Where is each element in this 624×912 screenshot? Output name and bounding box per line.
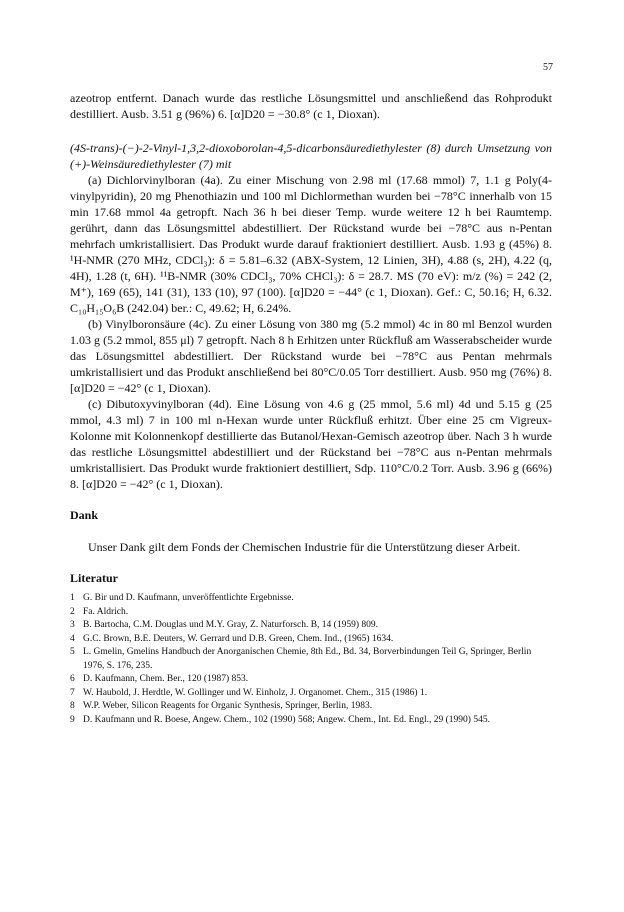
literatur-heading: Literatur xyxy=(70,571,118,585)
paragraph-a: (a) Dichlorvinylboran (4a). Zu einer Mischung von 2.98 ml (17.68 mmol) 7, 1.1 g Poly(4-vinylpyridin), 20 mg Phenothiazin und 100 ml Dichlormethan wurden bei −78°C innerhalb von 15 min 17.68 mmol 4a getropft. Nach 36 h bei dieser Temp. wurde weitere 12 h bei Raumtemp. gerührt, dann das Lösungsmittel abdestilliert. Der Rückstand wurde bei −78°C aus n-Pentan mehrfach umkristallisiert. Das Produkt wurde darauf fraktioniert destilliert. Ausb. 1.93 g (45%) 8. ¹H-NMR (270 MHz, CDCl₃): δ = 5.81–6.32 (ABX-System, 12 Linien, 3H), 4.88 (s, 2H), 4.22 (q, 4H), 1.28 (t, 6H). ¹¹B-NMR (30% CDCl₃, 70% CHCl₃): δ = 28.7. MS (70 eV): m/z (%) = 242 (2, M⁺), 169 (65), 141 (31), 133 (10), 97 (100). [α]D20 = −44° (c 1, Dioxan). Gef.: C, 50.16; H, 6.32. C₁₀H₁₅O₆B (242.04) ber.: C, 49.62; H, 6.24%. xyxy=(70,173,552,315)
page-body xyxy=(70,90,552,727)
reference-text: D. Kaufmann und R. Boese, Angew. Chem., 102 (1990) 568; Angew. Chem., Int. Ed. Engl., 29 (1990) 545. xyxy=(83,714,490,725)
dank-heading: Dank xyxy=(70,508,99,522)
reference-text: W. Haubold, J. Herdtle, W. Gollinger und W. Einholz, J. Organomet. Chem., 315 (1986) 1. xyxy=(83,687,428,698)
reference-text: G. Bir und D. Kaufmann, unveröffentlichte Ergebnisse. xyxy=(83,593,294,603)
paragraph-continuation: azeotrop entfernt. Danach wurde das restliche Lösungsmittel und anschließend das Rohprodukt destilliert. Ausb. 3.51 g (96%) 6. [α]D20 = −30.8° (c 1, Dioxan). xyxy=(70,91,552,121)
reference-item xyxy=(70,700,552,714)
reference-number: 8 xyxy=(70,701,75,711)
reference-number: 4 xyxy=(70,633,75,644)
reference-text: B. Bartocha, C.M. Douglas und M.Y. Gray, Z. Naturforsch. B, 14 (1959) 809. xyxy=(83,620,378,630)
paragraph-c: (c) Dibutoxyvinylboran (4d). Eine Lösung von 4.6 g (25 mmol, 5.6 ml) 4d und 5.15 g (25 mmol, 4.3 ml) 7 in 100 ml n-Hexan wurde unter Rückfluß erhitzt. Über eine 25 cm Vigreux-Kolonne mit Kolonnenkopf destillierte das Butanol/Hexan-Gemisch azeotrop über. Nach 3 h wurde das restliche Lösungsmittel abdestilliert und der Rückstand bei −78°C aus n-Pentan mehrmals umkristallisiert. Das Produkt wurde fraktioniert destilliert, Sdp. 110°C/0.2 Torr. Ausb. 3.96 g (66%) 8. [α]D20 = −42° (c 1, Dioxan). xyxy=(70,397,552,491)
reference-number: 1 xyxy=(70,593,75,603)
reference-item xyxy=(70,687,552,701)
reference-item xyxy=(70,714,552,728)
dank-text: Unser Dank gilt dem Fonds der Chemischen Industrie für die Unterstützung dieser Arbeit. xyxy=(88,540,521,554)
reference-list xyxy=(70,592,552,727)
reference-text: L. Gmelin, Gmelins Handbuch der Anorganischen Chemie, 8th Ed., Bd. 34, Borverbindungen Teil G, Springer, Berlin 1976, S. 176, 235. xyxy=(83,647,532,671)
section-title: (4S-trans)-(−)-2-Vinyl-1,3,2-dioxoborolan-4,5-dicarbonsäurediethylester (8) durch Umsetzung von (+)-Weinsäurediethylester (7) mit xyxy=(70,141,552,171)
reference-number: 9 xyxy=(70,714,75,725)
reference-item xyxy=(70,606,552,620)
paragraph-b: (b) Vinylboronsäure (4c). Zu einer Lösung von 380 mg (5.2 mmol) 4c in 80 ml Benzol wurden 1.03 g (5.2 mmol, 855 μl) 7 getropft. Nach 8 h Erhitzen unter Rückfluß am Wasserabscheider wurde das Lösungsmittel abdestilliert. Der Rückstand wurde bei −78°C aus Pentan mehrmals umkristallisiert und das Produkt anschließend bei 80°C/0.05 Torr destilliert. Ausb. 950 mg (76%) 8. [α]D20 = −42° (c 1, Dioxan). xyxy=(70,317,552,395)
reference-item xyxy=(70,592,552,606)
page-number: 57 xyxy=(543,62,553,73)
reference-item xyxy=(70,673,552,687)
reference-item xyxy=(70,619,552,633)
reference-text: G.C. Brown, B.E. Deuters, W. Gerrard und D.B. Green, Chem. Ind., (1965) 1634. xyxy=(83,633,394,644)
reference-item xyxy=(70,646,552,673)
reference-text: W.P. Weber, Silicon Reagents for Organic Synthesis, Springer, Berlin, 1983. xyxy=(83,701,373,711)
reference-text: Fa. Aldrich. xyxy=(83,606,129,617)
reference-number: 6 xyxy=(70,674,75,684)
reference-number: 7 xyxy=(70,687,75,698)
reference-number: 5 xyxy=(70,647,75,657)
reference-item xyxy=(70,633,552,647)
reference-text: D. Kaufmann, Chem. Ber., 120 (1987) 853. xyxy=(83,674,249,684)
reference-number: 2 xyxy=(70,606,75,617)
reference-number: 3 xyxy=(70,620,75,630)
